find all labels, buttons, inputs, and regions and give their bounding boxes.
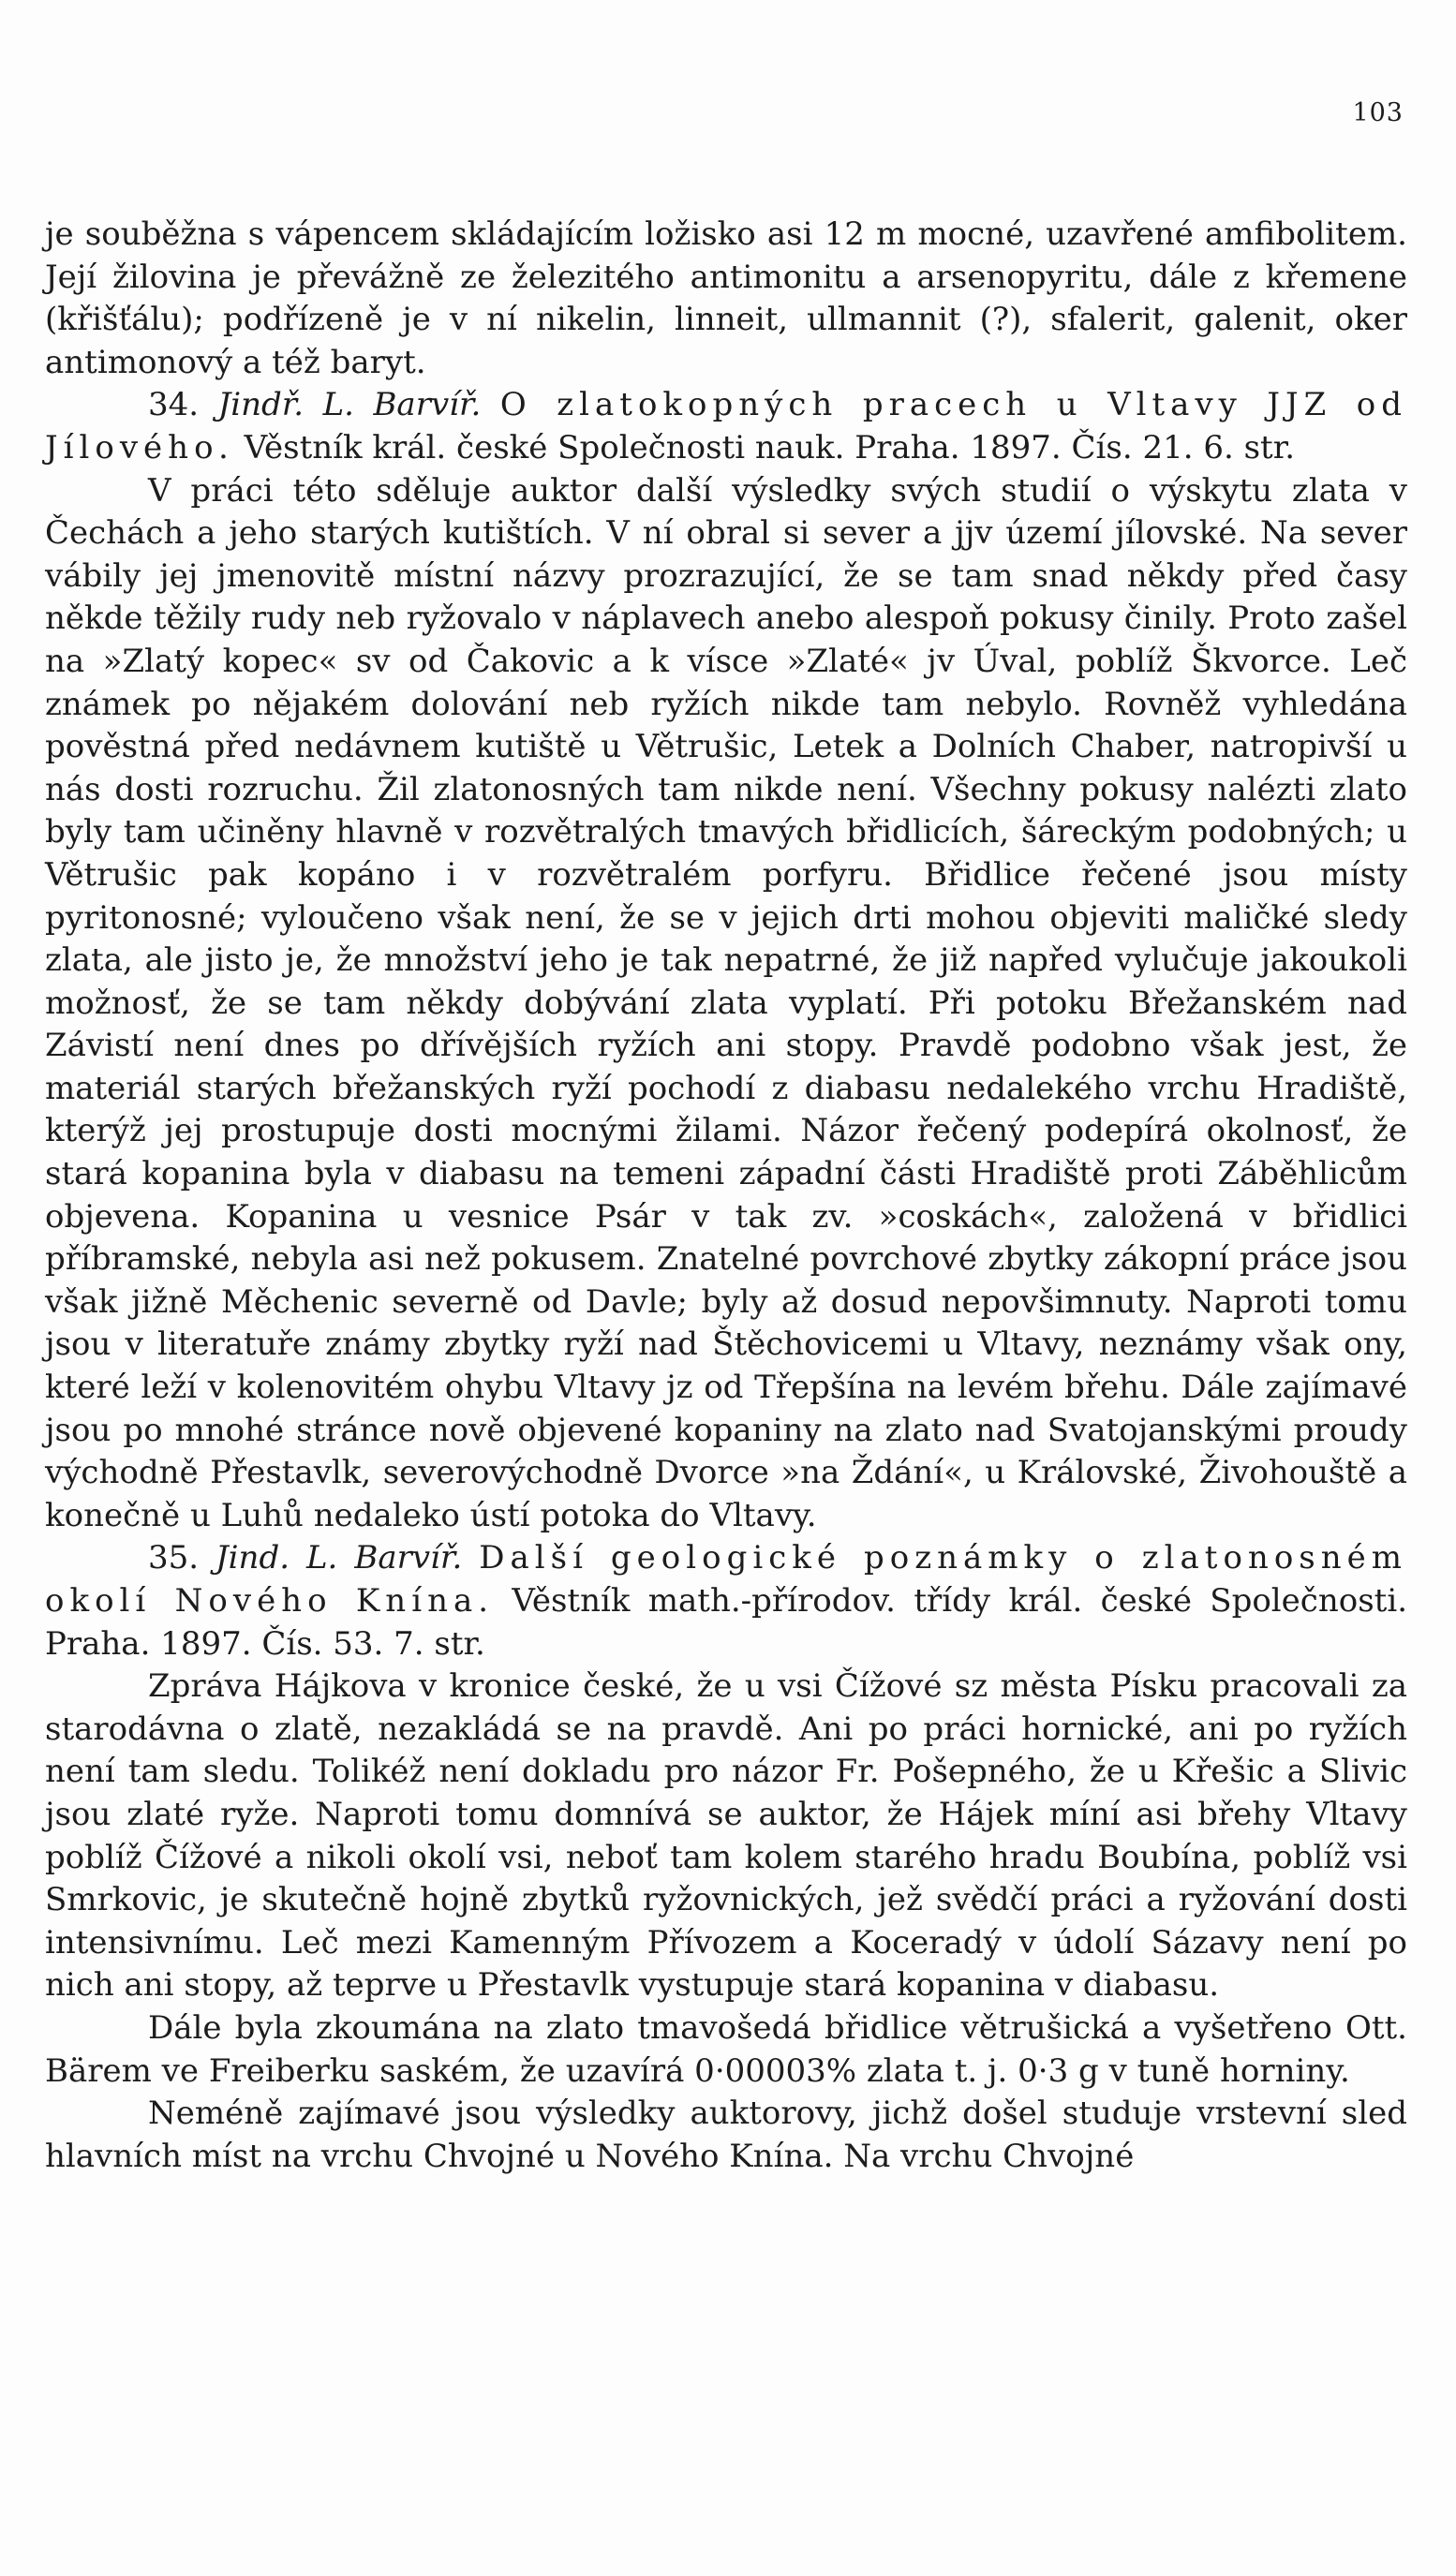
paragraph-text: Dále byla zkoumána na zlato tmavošedá břidlice větrušická a vyšetřeno Ott. Bärem ve Freiberku saském, že uzavírá 0·00003% zlata t. j. 0·3 g v tuně horniny.	[45, 2008, 1407, 2090]
abstract-paragraph	[45, 1666, 1407, 2007]
paragraph-text: V práci této sděluje auktor další výsledky svých studií o výskytu zlata v Čechách a jeho starých kutištích. V ní obral si sever a jjv území jílovské. Na sever vábily jej jmenovitě místní názvy prozrazující, že se tam snad někdy před časy někde těžily rudy neb ryžovalo v náplavech anebo alespoň pokusy činily. Proto zašel na »Zlatý kopec« sv od Čakovic a k vísce »Zlaté« jv Úval, poblíž Škvorce. Leč známek po nějakém dolování neb ryžích nikde tam nebylo. Rovněž vyhledána pověstná před nedávnem kutiště u Větrušic, Letek a Dolních Chaber, natropivší u nás dosti rozruchu. Žil zlatonosných tam nikde není. Všechny pokusy nalézti zlato byly tam učiněny hlavně v rozvětralých tmavých břidlicích, šáreckým podobných; u Větrušic pak kopáno i v rozvětralém porfyru. Břidlice řečené jsou místy pyritonosné; vyloučeno však není, že se v jejich drti mohou objeviti maličké sledy zlata, ale jisto je, že množství jeho je tak nepatrné, že již napřed vylučuje jakoukoli možnosť, že se tam někdy dobývání zlata vyplatí. Při potoku Břežanském nad Závistí není dnes po dřívějších ryžích ani stopy. Pravdě podobno však jest, že materiál starých břežanských ryží pochodí z diabasu nedalekého vrchu Hradiště, kterýž jej prostupuje dosti mocnými žilami. Názor řečený podepírá okolnosť, že stará kopanina byla v diabasu na temeni západní části Hradiště proti Záběhlicům objevena. Kopanina u vesnice Psár v tak zv. »coskách«, založená v břidlici příbramské, nebyla asi než pokusem. Znatelné povrchové zbytky zákopní práce jsou však jižně Měchenic severně od Davle; byly až dosud nepovšimnuty. Naproti tomu jsou v literatuře známy zbytky ryží nad Štěchovicemi u Vltavy, neznámy však ony, které leží v kolenovitém ohybu Vltavy jz od Třepšína na levém břehu. Dále zajímavé jsou po mnohé stránce nově objevené kopaniny na zlato nad Svatojanskými proudy východně Přestavlk, severovýchodně Dvorce »na Ždání«, u Královské, Živohouště a konečně u Luhů nedaleko ústí potoka do Vltavy.	[45, 471, 1407, 1534]
reference-title: Další geologické poznámky o zlatonosném okolí Nového Knína.	[45, 1539, 1407, 1620]
page-number: 103	[1352, 98, 1404, 127]
paragraph-text: Neméně zajímavé jsou výsledky auktorovy, jichž došel studuje vrstevní sled hlavních míst na vrchu Chvojné u Nového Knína. Na vrchu Chvojné	[45, 2095, 1407, 2175]
reference-citation: Věstník král. české Společnosti nauk. Praha. 1897. Čís. 21. 6. str.	[244, 428, 1296, 466]
reference-entry-35	[45, 1537, 1407, 1666]
abstract-paragraph	[45, 2093, 1407, 2178]
reference-citation: Věstník math.-přírodov. třídy král. české Společnosti. Praha. 1897. Čís. 53. 7. str.	[45, 1582, 1408, 1663]
body-text	[45, 214, 1407, 2178]
reference-entry-34	[45, 384, 1407, 469]
reference-title: O zlatokopných pracech u Vltavy JJZ od Jílového.	[45, 386, 1407, 466]
abstract-paragraph	[45, 2007, 1407, 2093]
paragraph-continuation	[45, 214, 1407, 384]
reference-number: 34.	[148, 386, 200, 424]
abstract-paragraph	[45, 470, 1407, 1538]
reference-author: Jind. L. Barvíř.	[215, 1539, 463, 1577]
reference-author: Jindř. L. Barvíř.	[217, 386, 482, 424]
paragraph-text: Zpráva Hájkova v kronice české, že u vsi Čížové sz města Písku pracovali za starodávna o zlatě, nezakládá se na pravdě. Ani po práci hornické, ani po ryžích není tam sledu. Tolikéž není dokladu pro názor Fr. Pošepného, že u Křešic a Slivic jsou zlaté ryže. Naproti tomu domnívá se auktor, že Hájek míní asi břehy Vltavy poblíž Čížové a nikoli okolí vsi, neboť tam kolem starého hradu Boubína, poblíž vsi Smrkovic, je skutečně hojně zbytků ryžovnických, jež svědčí práci a ryžování dosti intensivnímu. Leč mezi Kamenným Přívozem a Koceradý v údolí Sázavy není po nich ani stopy, až teprve u Přestavlk vystupuje stará kopanina v diabasu.	[45, 1667, 1407, 2005]
paragraph-text: je souběžna s vápencem skládajícím ložisko asi 12 m mocné, uzavřené amfibolitem. Její žilovina je převážně ze železitého antimonitu a arsenopyritu, dále z křemene (křišťálu); podřízeně je v ní nikelin, linneit, ullmannit (?), sfalerit, galenit, oker antimonový a též baryt.	[45, 215, 1407, 381]
reference-number: 35.	[148, 1539, 200, 1577]
